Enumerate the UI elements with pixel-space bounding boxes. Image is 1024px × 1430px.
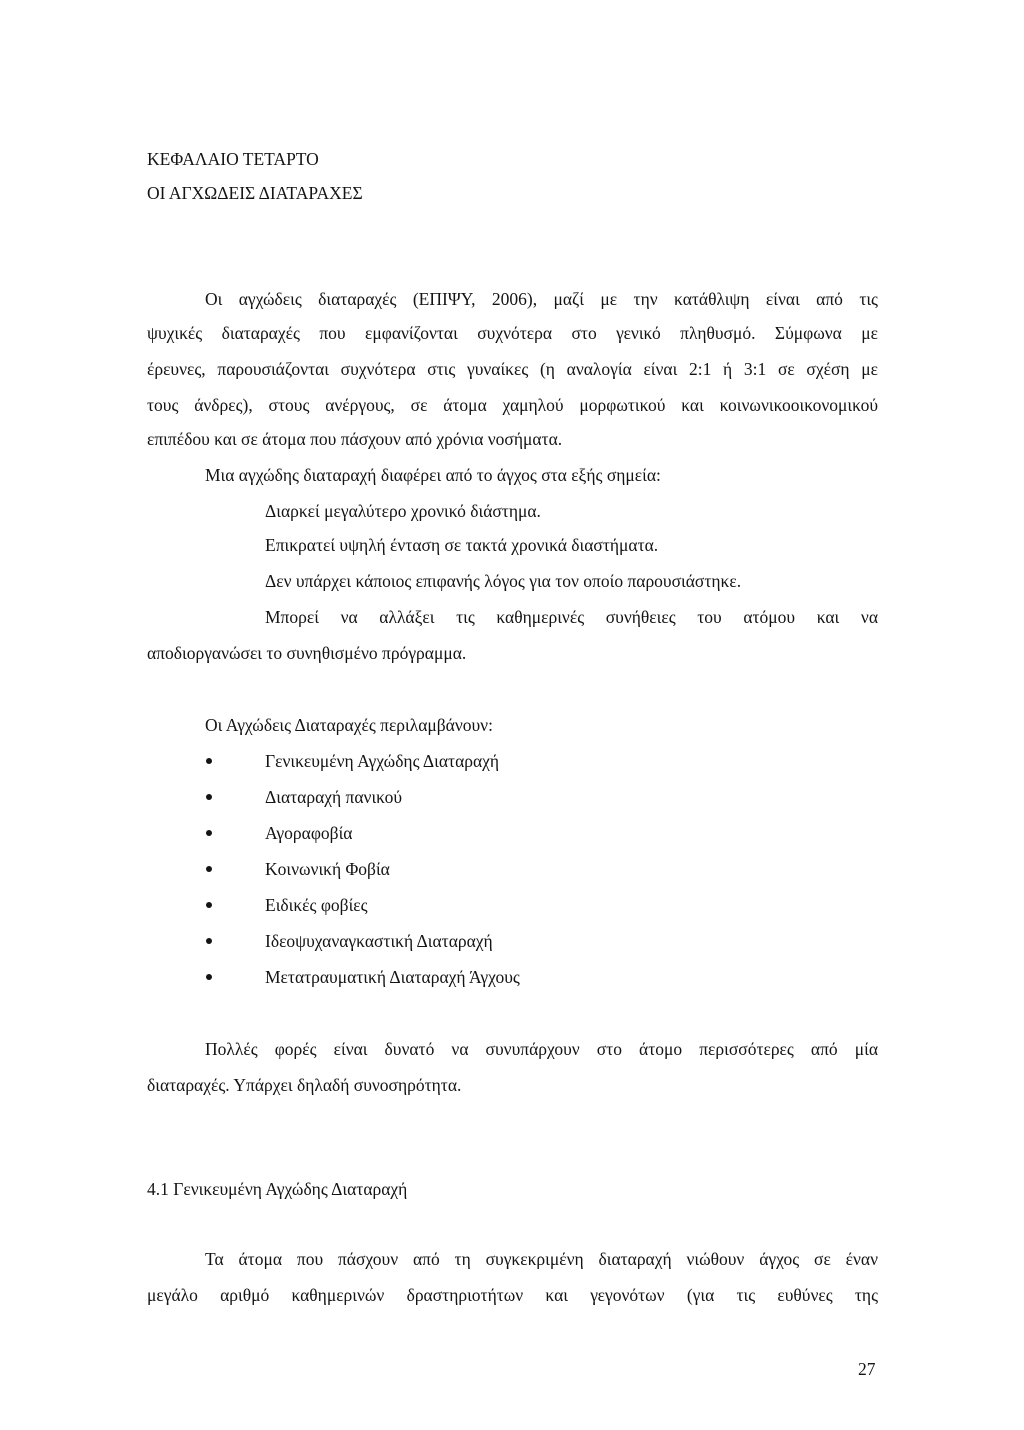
paragraph-4-line-2: μεγάλο αριθμό καθημερινών δραστηριοτήτων και γεγονότων (για τις ευθύνες της: [147, 1285, 878, 1305]
difference-point-4-line-2: αποδιοργανώσει το συνηθισμένο πρόγραμμα.: [147, 643, 467, 663]
list-item-label: Διαταραχή πανικού: [265, 787, 403, 807]
list-item-label: Κοινωνική Φοβία: [265, 859, 390, 879]
paragraph-2-intro: Μια αγχώδης διαταραχή διαφέρει από το άγχος στα εξής σημεία:: [205, 465, 661, 485]
list-item-label: Ιδεοψυχαναγκαστική Διαταραχή: [265, 931, 493, 951]
list-item-label: Αγοραφοβία: [265, 823, 353, 843]
paragraph-3-line-2: διαταραχές. Υπάρχει δηλαδή συνοσηρότητα.: [147, 1075, 462, 1095]
paragraph-1-line-4: τους άνδρες), στους ανέργους, σε άτομα χαμηλού μορφωτικού και κοινωνικοοικονομικού: [147, 395, 878, 415]
bullet-icon: [206, 794, 212, 800]
bullet-icon: [206, 938, 212, 944]
difference-point-1: Διαρκεί μεγαλύτερο χρονικό διάστημα.: [265, 501, 541, 521]
list-item-label: Μετατραυματική Διαταραχή Άγχους: [265, 967, 520, 987]
paragraph-4-line-1: Τα άτομα που πάσχουν από τη συγκεκριμένη διαταραχή νιώθουν άγχος σε έναν: [205, 1249, 878, 1269]
bullet-icon: [206, 902, 212, 908]
page-number: 27: [858, 1359, 876, 1379]
list-item-label: Γενικευμένη Αγχώδης Διαταραχή: [265, 751, 500, 771]
bullet-icon: [206, 866, 212, 872]
difference-point-4-line-1: Μπορεί να αλλάξει τις καθημερινές συνήθειες του ατόμου και να: [265, 607, 878, 627]
paragraph-1-line-3: έρευνες, παρουσιάζονται συχνότερα στις γυναίκες (η αναλογία είναι 2:1 ή 3:1 σε σχέση με: [147, 359, 878, 379]
section-heading: 4.1 Γενικευμένη Αγχώδης Διαταραχή: [147, 1179, 408, 1199]
chapter-title: ΟΙ ΑΓΧΩΔΕΙΣ ΔΙΑΤΑΡΑΧΕΣ: [147, 183, 363, 203]
paragraph-1-line-2: ψυχικές διαταραχές που εμφανίζονται συχνότερα στο γενικό πληθυσμό. Σύμφωνα με: [147, 323, 878, 343]
paragraph-1-line-5: επιπέδου και σε άτομα που πάσχουν από χρόνια νοσήματα.: [147, 429, 563, 449]
bullet-icon: [206, 974, 212, 980]
list-item-label: Ειδικές φοβίες: [265, 895, 368, 915]
difference-point-3: Δεν υπάρχει κάποιος επιφανής λόγος για τον οποίο παρουσιάστηκε.: [265, 571, 742, 591]
bullet-icon: [206, 758, 212, 764]
disorders-list-intro: Οι Αγχώδεις Διαταραχές περιλαμβάνουν:: [205, 715, 493, 735]
paragraph-3-line-1: Πολλές φορές είναι δυνατό να συνυπάρχουν στο άτομο περισσότερες από μία: [205, 1039, 878, 1059]
chapter-label: ΚΕΦΑΛΑΙΟ ΤΕΤΑΡΤΟ: [147, 149, 319, 169]
paragraph-1-line-1: Οι αγχώδεις διαταραχές (ΕΠΙΨΥ, 2006), μαζί με την κατάθλιψη είναι από τις: [205, 289, 878, 309]
bullet-icon: [206, 830, 212, 836]
difference-point-2: Επικρατεί υψηλή ένταση σε τακτά χρονικά διαστήματα.: [265, 535, 659, 555]
